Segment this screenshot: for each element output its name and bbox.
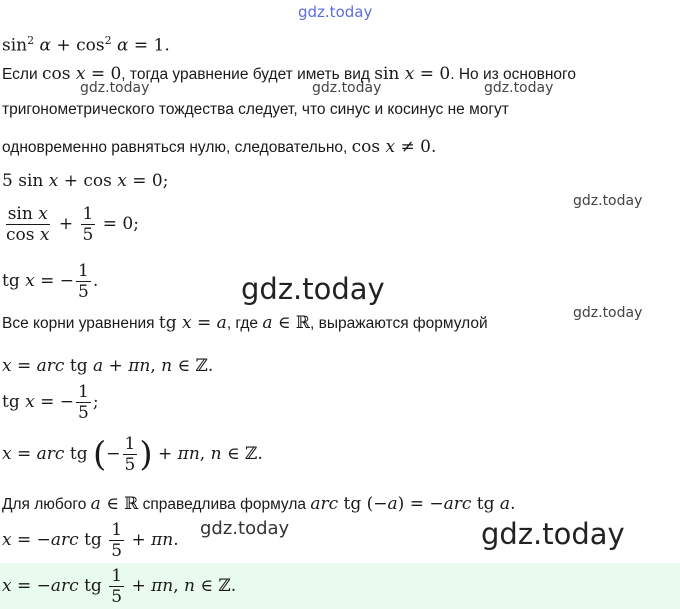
equation-5: x = arc tg (− $\frac{1}{5}$ ) + πn, n ∈ ℤ. xyxy=(2,434,263,475)
watermark-top: gdz.today xyxy=(298,3,373,21)
watermark: gdz.today xyxy=(484,80,554,96)
text-odnovr: одновременно равняться нулю, следовательно, xyxy=(2,139,348,156)
identity-formula: $\sin^2 \alpha + \cos^2 \alpha = 1$. xyxy=(2,34,170,56)
condition-sentence: Если cos x = 0, тогда уравнение будет иметь вид sin x = 0. Но из основного xyxy=(2,64,576,84)
text-vyrazh: , выражаются формулой xyxy=(310,315,488,332)
odd-property-sentence: Для любого a ∈ ℝ справедлива формула arc tg (−a) = −arc tg a. xyxy=(2,494,516,514)
equation-3: tg x = − $\frac{1}{5}$ . xyxy=(2,261,99,302)
watermark: gdz.today xyxy=(573,305,643,321)
text-gde: , где xyxy=(226,315,259,332)
equation-6: x = −arc tg $\frac{1}{5}$ + πn. xyxy=(2,520,179,561)
watermark: gdz.today xyxy=(312,80,382,96)
watermark: gdz.today xyxy=(200,518,290,539)
text-dlya: Для любого xyxy=(2,496,87,513)
watermark-large: gdz.today xyxy=(241,272,385,306)
text-esli: Если xyxy=(2,66,38,83)
conclusion-sentence: одновременно равняться нулю, следовательно, cos x ≠ 0. xyxy=(2,137,437,157)
final-answer: x = −arc tg $\frac{1}{5}$ + πn, n ∈ ℤ. xyxy=(2,566,237,607)
roots-sentence: Все корни уравнения tg x = a, где a ∈ ℝ, выражаются формулой xyxy=(2,313,488,333)
watermark-large: gdz.today xyxy=(481,517,625,551)
general-formula: x = arc tg a + πn, n ∈ ℤ. xyxy=(2,356,214,376)
equation-4: tg x = − $\frac{1}{5}$ ; xyxy=(2,382,99,423)
equation-2: $\frac{\text{sin x}}{\text{cos x}}$ + $\frac{1}{5}$ = 0; xyxy=(6,204,139,245)
text-sprav: справедлива формула xyxy=(142,496,306,513)
text-togda: , тогда уравнение будет иметь вид xyxy=(121,66,370,83)
text-no-iz: . Но из основного xyxy=(450,66,576,83)
equation-1: 5 sin x + cos x = 0; xyxy=(2,171,169,191)
watermark: gdz.today xyxy=(80,80,150,96)
identity-sentence: тригонометрического тождества следует, что синус и косинус не могут xyxy=(2,101,509,118)
text-vse-korni: Все корни уравнения xyxy=(2,315,155,332)
watermark: gdz.today xyxy=(573,193,643,209)
